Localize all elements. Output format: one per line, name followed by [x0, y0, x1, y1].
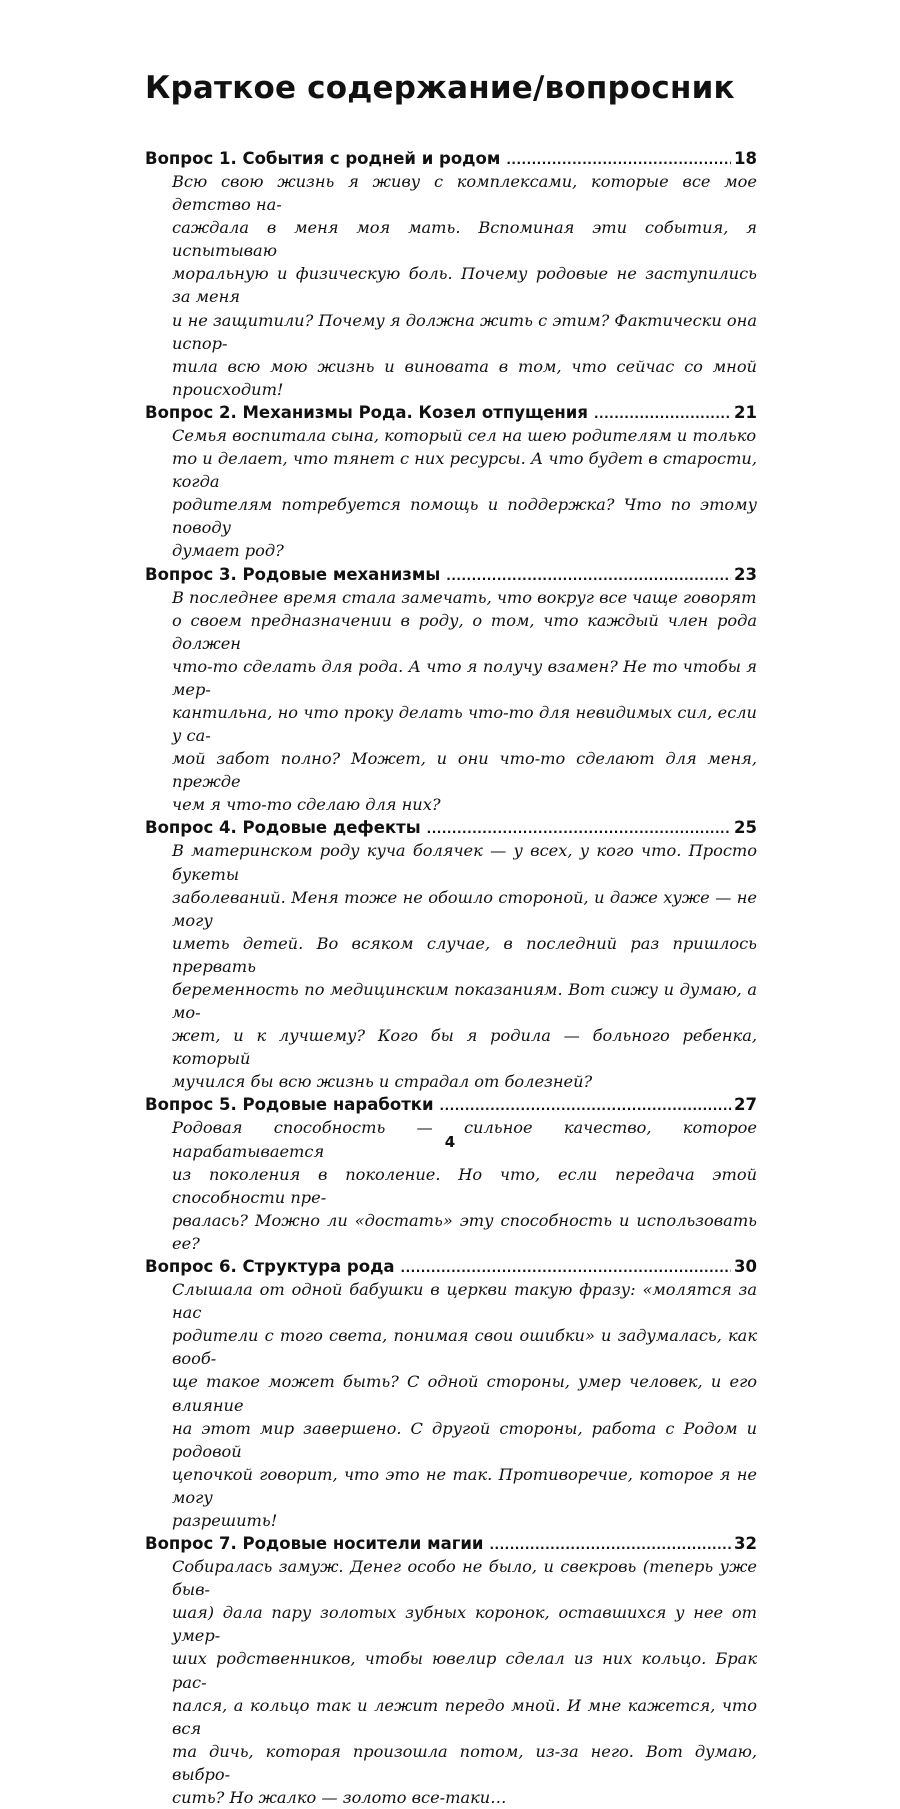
toc-entry-page-number: 18 — [734, 149, 757, 168]
description-line: мой забот полно? Может, и они что-то сделают для меня, прежде — [172, 749, 757, 792]
description-line: Родовая способность — сильное качество, которое нарабатывается — [172, 1118, 757, 1161]
toc-entry-heading: Вопрос 1. События с родней и родом — [145, 149, 501, 168]
toc-entry — [145, 563, 757, 817]
description-line: и не защитили? Почему я должна жить с этим? Фактически она испор- — [172, 310, 757, 353]
dot-leader — [489, 1534, 731, 1557]
toc-entry-page-number: 21 — [734, 402, 757, 422]
toc-entry-page-number: 23 — [734, 564, 757, 584]
toc-entry-description — [172, 839, 757, 1093]
description-line: В материнском роду куча болячек — у всех, у кого что. Просто букеты — [172, 841, 757, 884]
toc-entry-heading-row — [145, 563, 757, 586]
toc-entry-heading-row — [145, 1093, 757, 1116]
toc-entry-description — [172, 170, 757, 401]
description-line: из поколения в поколение. Но что, если передача этой способности пре- — [172, 1164, 757, 1207]
table-of-contents — [145, 147, 757, 1809]
toc-entry — [145, 816, 757, 1093]
page-title: Краткое содержание/вопросник — [145, 70, 735, 106]
description-line: беременность по медицинским показаниям. Вот сижу и думаю, а мо- — [172, 980, 757, 1023]
toc-entry-heading: Вопрос 4. Родовые дефекты — [145, 818, 421, 838]
toc-entry-heading-row — [145, 816, 757, 839]
toc-entry-description — [172, 1278, 757, 1532]
toc-entry-heading-row — [145, 147, 757, 170]
toc-entry-page-number: 30 — [734, 1257, 757, 1277]
description-line: пался, а кольцо так и лежит передо мной. И мне кажется, что вся — [172, 1695, 757, 1738]
description-line: родителям потребуется помощь и поддержка? Что по этому поводу — [172, 495, 757, 538]
toc-entry-heading: Вопрос 5. Родовые наработки — [145, 1095, 434, 1115]
toc-entry-description — [172, 586, 757, 817]
description-line: рвалась? Можно ли «достать» эту способность и использовать ее? — [172, 1210, 757, 1253]
toc-entry — [145, 1255, 757, 1532]
description-line: та дичь, которая произошла потом, из-за него. Вот думаю, выбро- — [172, 1741, 757, 1784]
dot-leader — [594, 403, 731, 426]
toc-entry-heading-row — [145, 401, 757, 424]
description-line: жет, и к лучшему? Кого бы я родила — больного ребенка, который — [172, 1026, 757, 1069]
toc-entry — [145, 1532, 757, 1809]
toc-entry — [145, 1093, 757, 1255]
description-line: чем я что-то сделаю для них? — [172, 795, 441, 815]
description-line: В последнее время стала замечать, что вокруг все чаще говорят — [172, 587, 757, 607]
description-line: на этот мир завершено. С другой стороны, работа с Родом и родовой — [172, 1418, 757, 1461]
toc-entry-heading: Вопрос 6. Структура рода — [145, 1257, 395, 1277]
dot-leader — [440, 1095, 732, 1118]
description-line: родители с того света, понимая свои ошибки» и задумалась, как вооб- — [172, 1326, 757, 1369]
description-line: ших родственников, чтобы ювелир сделал из них кольцо. Брак рас- — [172, 1649, 757, 1692]
toc-entry-heading: Вопрос 2. Механизмы Рода. Козел отпущения — [145, 402, 588, 422]
description-line: Всю свою жизнь я живу с комплексами, которые все мое детство на- — [172, 172, 757, 215]
description-line: Собиралась замуж. Денег особо не было, и свекровь (теперь уже быв- — [172, 1557, 757, 1600]
description-line: моральную и физическую боль. Почему родовые не заступились за меня — [172, 264, 757, 307]
description-line: о своем предназначении в роду, о том, что каждый член рода должен — [172, 610, 757, 653]
description-line: сить? Но жалко — золото все-таки… — [172, 1788, 507, 1807]
description-line: то и делает, что тянет с них ресурсы. А что будет в старости, когда — [172, 449, 757, 492]
dot-leader — [446, 565, 731, 588]
toc-entry-page-number: 27 — [734, 1095, 757, 1115]
description-line: ще такое может быть? С одной стороны, умер человек, и его влияние — [172, 1372, 757, 1415]
toc-entry-page-number: 32 — [734, 1534, 757, 1554]
dot-leader — [506, 149, 731, 172]
description-line: саждала в меня моя мать. Вспоминая эти события, я испытываю — [172, 218, 757, 261]
description-line: что-то сделать для рода. А что я получу взамен? Не то чтобы я мер- — [172, 656, 757, 699]
description-line: тила всю мою жизнь и виновата в том, что сейчас со мной происходит! — [172, 356, 757, 399]
toc-entry-heading-row — [145, 1532, 757, 1555]
description-line: иметь детей. Во всяком случае, в последний раз пришлось прервать — [172, 933, 757, 976]
dot-leader — [401, 1257, 732, 1280]
toc-entry — [145, 147, 757, 401]
description-line: цепочкой говорит, что это не так. Противоречие, которое я не могу — [172, 1464, 757, 1507]
description-line: мучился бы всю жизнь и страдал от болезней? — [172, 1072, 593, 1092]
description-line: Семья воспитала сына, который сел на шею родителям и только — [172, 425, 757, 445]
description-line: шая) дала пару золотых зубных коронок, оставшихся у нее от умер- — [172, 1603, 757, 1646]
description-line: кантильна, но что проку делать что-то для невидимых сил, если у са- — [172, 702, 757, 746]
toc-entry-page-number: 25 — [734, 818, 757, 838]
dot-leader — [427, 818, 731, 841]
page-number: 4 — [444, 1133, 456, 1151]
description-line: Слышала от одной бабушки в церкви такую фразу: «молятся за нас — [172, 1280, 757, 1323]
description-line: заболеваний. Меня тоже не обошло стороной, и даже хуже — не могу — [172, 887, 757, 930]
description-line: разрешить! — [172, 1510, 278, 1530]
toc-entry-description — [172, 424, 757, 563]
toc-entry-heading-row — [145, 1255, 757, 1278]
toc-entry-heading: Вопрос 3. Родовые механизмы — [145, 564, 441, 584]
toc-entry — [145, 401, 757, 563]
toc-entry-description — [172, 1555, 757, 1809]
toc-entry-heading: Вопрос 7. Родовые носители магии — [145, 1534, 484, 1554]
description-line: думает род? — [172, 541, 284, 561]
